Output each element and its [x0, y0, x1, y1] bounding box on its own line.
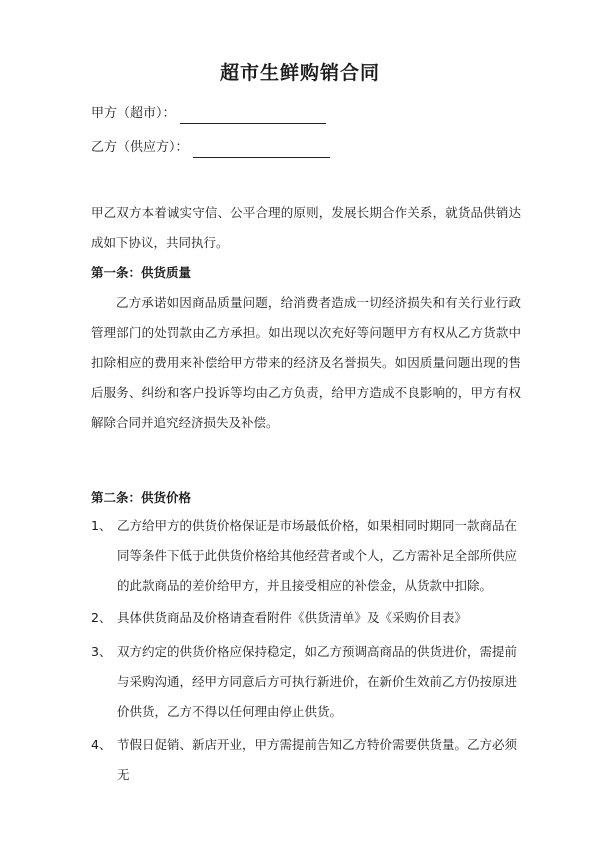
party-b-label: 乙方（供应方）：: [91, 140, 189, 155]
section1-paragraph: 乙方承诺如因商品质量问题，给消费者造成一切经济损失和有关行业行政管理部门的处罚款由乙方承担。如出现以次充好等问题甲方有权从乙方货款中扣除相应的费用来补偿给甲方带来的经济及名誉损失。如因质量问题出现的售后服务、纠纷和客户投诉等均由乙方负责，给甲方造成不良影响的，甲方有权解除合同并追究经济损失及补偿。: [91, 295, 521, 430]
list-item: [91, 511, 523, 601]
list-item: [91, 637, 523, 727]
section2-heading: 第二条：供货价格: [91, 490, 192, 505]
party-a-field: [91, 104, 326, 124]
list-item: [91, 603, 523, 633]
list-item: [91, 730, 523, 790]
section1-heading: 第一条：供货质量: [91, 265, 192, 280]
party-a-blank-line[interactable]: [180, 107, 326, 124]
list-item-text: 乙方给甲方的供货价格保证是市场最低价格，如果相同时期同一款商品在同等条件下低于此供货价格给其他经营者或个人，乙方需补足全部所供应的此款商品的差价给甲方，并且接受相应的补偿金，从货款中扣除。: [117, 518, 518, 593]
party-b-field: [91, 138, 330, 158]
list-item-text: 具体供货商品及价格请查看附件《供货清单》及《采购价目表》: [117, 610, 468, 625]
list-item-number: 4、: [91, 737, 112, 752]
list-item-text: 节假日促销、新店开业，甲方需提前告知乙方特价需要供货量。乙方必须无: [117, 737, 518, 782]
list-item-number: 3、: [91, 644, 112, 659]
list-item-number: 1、: [91, 518, 112, 533]
document-title: 超市生鲜购销合同: [219, 62, 380, 84]
party-b-blank-line[interactable]: [193, 141, 330, 158]
list-item-number: 2、: [91, 610, 112, 625]
intro-paragraph: 甲乙双方本着诚实守信、公平合理的原则，发展长期合作关系，就货品供销达成如下协议，共同执行。: [91, 205, 521, 250]
list-item-text: 双方约定的供货价格应保持稳定，如乙方预调高商品的供货进价，需提前与采购沟通，经甲方同意后方可执行新进价，在新价生效前乙方仍按原进价供货，乙方不得以任何理由停止供货。: [117, 644, 518, 719]
party-a-label: 甲方（超市）：: [91, 106, 176, 121]
